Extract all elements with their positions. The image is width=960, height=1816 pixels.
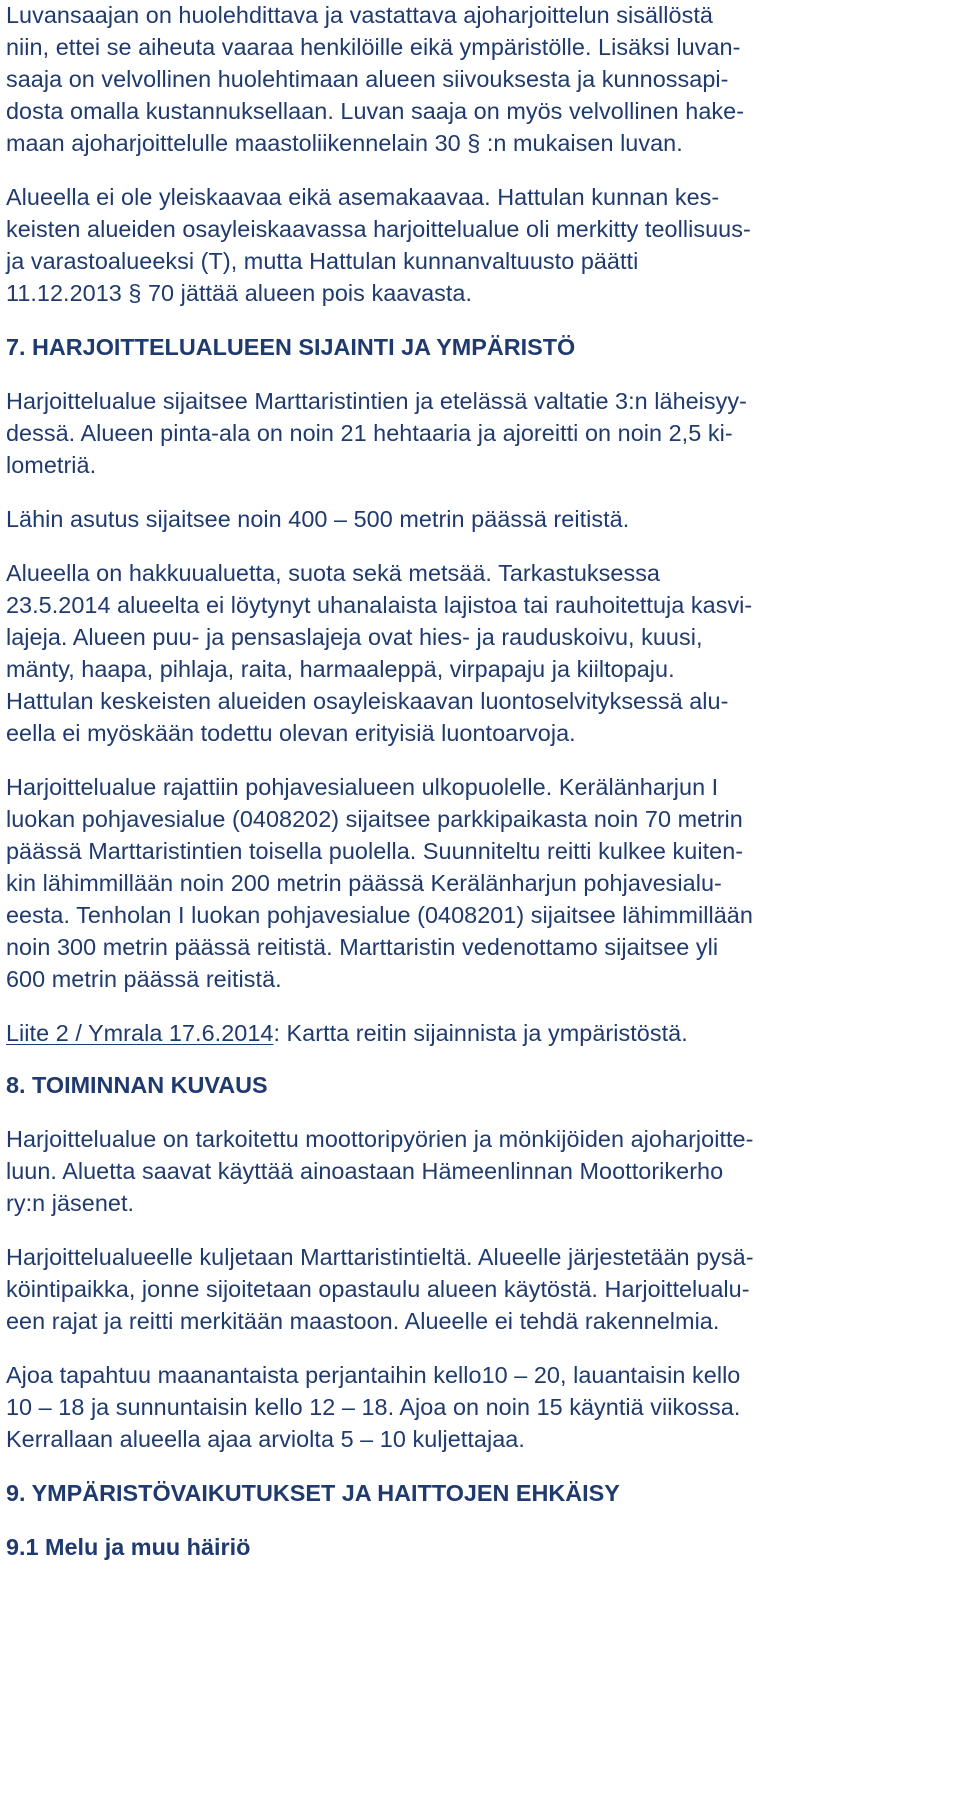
- text-line: mänty, haapa, pihlaja, raita, harmaaleppä, virpapaju ja kiiltopaju.: [6, 656, 675, 682]
- text-line: keisten alueiden osayleiskaavassa harjoittelualue oli merkitty teollisuus-: [6, 216, 751, 242]
- text-line: Hattulan keskeisten alueiden osayleiskaavan luontoselvityksessä alu-: [6, 688, 729, 714]
- text-line: Harjoittelualue on tarkoitettu moottoripyörien ja mönkijöiden ajoharjoitte-: [6, 1126, 754, 1152]
- text-line: Alueella on hakkuualuetta, suota sekä metsää. Tarkastuksessa: [6, 560, 660, 586]
- attachment-text: : Kartta reitin sijainnista ja ympäristöstä.: [273, 1020, 688, 1046]
- section-heading-8: 8. TOIMINNAN KUVAUS: [6, 1072, 268, 1098]
- text-line: 10 – 18 ja sunnuntaisin kello 12 – 18. Ajoa on noin 15 käyntiä viikossa.: [6, 1394, 741, 1420]
- text-line: Alueella ei ole yleiskaavaa eikä asemakaavaa. Hattulan kunnan kes-: [6, 184, 720, 210]
- section-heading-7: 7. HARJOITTELUALUEEN SIJAINTI JA YMPÄRISTÖ: [6, 334, 576, 360]
- text-line: kin lähimmillään noin 200 metrin päässä Kerälänharjun pohjavesialu-: [6, 870, 722, 896]
- text-line: Luvansaajan on huolehdittava ja vastattava ajoharjoittelun sisällöstä: [6, 2, 713, 28]
- text-line: lometriä.: [6, 452, 97, 478]
- text-line: Harjoittelualueelle kuljetaan Marttaristintieltä. Alueelle järjestetään pysä-: [6, 1244, 754, 1270]
- attachment-reference: [6, 1018, 688, 1048]
- text-line: Harjoittelualue rajattiin pohjavesialueen ulkopuolelle. Kerälänharjun I: [6, 774, 719, 800]
- text-line: ja varastoalueeksi (T), mutta Hattulan kunnanvaltuusto päätti: [6, 248, 639, 274]
- text-line: Kerrallaan alueella ajaa arviolta 5 – 10 kuljettajaa.: [6, 1426, 525, 1452]
- text-line: köintipaikka, jonne sijoitetaan opastaulu alueen käytöstä. Harjoittelualu-: [6, 1276, 750, 1302]
- text-line: Harjoittelualue sijaitsee Marttaristintien ja etelässä valtatie 3:n läheisyy-: [6, 388, 748, 414]
- text-line: niin, ettei se aiheuta vaaraa henkilöille eikä ympäristölle. Lisäksi luvan-: [6, 34, 741, 60]
- text-line: eesta. Tenholan I luokan pohjavesialue (0408201) sijaitsee lähimmillään: [6, 902, 753, 928]
- text-line: dessä. Alueen pinta-ala on noin 21 hehtaaria ja ajoreitti on noin 2,5 ki-: [6, 420, 733, 446]
- text-line: 23.5.2014 alueelta ei löytynyt uhanalaista lajistoa tai rauhoitettuja kasvi-: [6, 592, 753, 618]
- text-line: lajeja. Alueen puu- ja pensaslajeja ovat hies- ja rauduskoivu, kuusi,: [6, 624, 703, 650]
- text-line: dosta omalla kustannuksellaan. Luvan saaja on myös velvollinen hake-: [6, 98, 745, 124]
- text-line: päässä Marttaristintien toisella puolella. Suunniteltu reitti kulkee kuiten-: [6, 838, 744, 864]
- text-line: 600 metrin päässä reitistä.: [6, 966, 282, 992]
- text-line: eella ei myöskään todettu olevan erityisiä luontoarvoja.: [6, 720, 576, 746]
- text-line: Lähin asutus sijaitsee noin 400 – 500 metrin päässä reitistä.: [6, 506, 630, 532]
- text-line: een rajat ja reitti merkitään maastoon. Alueelle ei tehdä rakennelmia.: [6, 1308, 720, 1334]
- text-line: ry:n jäsenet.: [6, 1190, 135, 1216]
- text-line: noin 300 metrin päässä reitistä. Marttaristin vedenottamo sijaitsee yli: [6, 934, 719, 960]
- text-line: Ajoa tapahtuu maanantaista perjantaihin kello10 – 20, lauantaisin kello: [6, 1362, 741, 1388]
- text-line: luun. Aluetta saavat käyttää ainoastaan Hämeenlinnan Moottorikerho: [6, 1158, 724, 1184]
- section-heading-9-1: 9.1 Melu ja muu häiriö: [6, 1534, 251, 1560]
- attachment-link[interactable]: Liite 2 / Ymrala 17.6.2014: [6, 1020, 274, 1046]
- text-line: luokan pohjavesialue (0408202) sijaitsee parkkipaikasta noin 70 metrin: [6, 806, 743, 832]
- section-heading-9: 9. YMPÄRISTÖVAIKUTUKSET JA HAITTOJEN EHKÄISY: [6, 1480, 620, 1506]
- text-line: 11.12.2013 § 70 jättää alueen pois kaavasta.: [6, 280, 473, 306]
- text-line: maan ajoharjoittelulle maastoliikennelain 30 § :n mukaisen luvan.: [6, 130, 683, 156]
- text-line: saaja on velvollinen huolehtimaan alueen siivouksesta ja kunnossapi-: [6, 66, 729, 92]
